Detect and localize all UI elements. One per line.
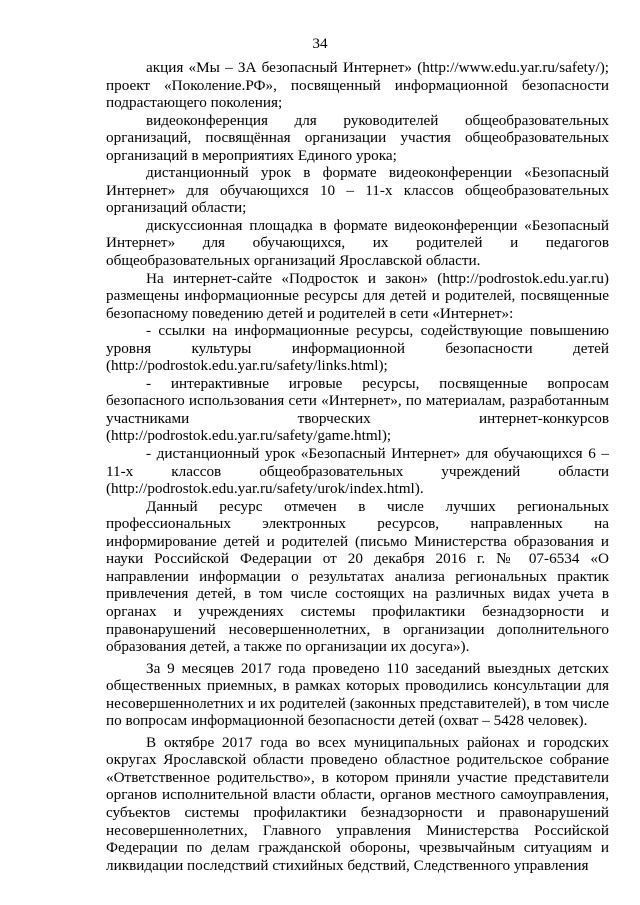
paragraph-resource-noted: Данный ресурс отмечен в числе лучших региональных профессиональных электронных ресурсов, направленных на информирование детей и родителей (письмо Министерства образования и науки Российской Федерации от 20 декабря 2016 г. № 07-6534 «О направлении информации о результатах анализа региональных практик привлечения детей, в том числе состоящих на различных видах учета в органах и учреждениях системы профилактики безнадзорности и правонарушений несовершеннолетних, в организации дополнительного образования детей, а также по организации их досуга»). <box>106 497 609 656</box>
paragraph-distance-lesson-grades-10-11: дистанционный урок в формате видеоконференции «Безопасный Интернет» для обучающихся 10 – 11-х классов общеобразовательных организаций области; <box>106 164 609 217</box>
list-item-games: - интерактивные игровые ресурсы, посвященные вопросам безопасного использования сети «Интернет», по материалам, разработанным участниками творческих интернет-конкурсов (http://podrostok.edu.yar.ru/safety/game.html); <box>106 374 609 445</box>
paragraph-discussion-platform: дискуссионная площадка в формате видеоконференции «Безопасный Интернет» для обучающихся, их родителей и педагогов общеобразовательных организаций Ярославской области. <box>106 216 609 270</box>
page-number: 34 <box>312 35 328 52</box>
paragraph-videoconference-managers: видеоконференция для руководителей общеобразовательных организаций, посвящённая организации участия общеобразовательных организаций в мероприятиях Единого урока; <box>106 111 609 164</box>
body-text <box>106 59 609 874</box>
list-item-links: - ссылки на информационные ресурсы, содействующие повышению уровня культуры информационной безопасности детей (http://podrostok.edu.yar.ru/safety/links.html); <box>106 322 609 375</box>
paragraph-parent-meeting: В октябре 2017 года во всех муниципальных районах и городских округах Ярославской области проведено областное родительское собрание «Ответственное родительство», в котором приняли участие представители органов исполнительной власти области, органов местного самоуправления, субъектов системы профилактики безнадзорности и правонарушений несовершеннолетних, Главного управления Министерства Российской Федерации по делам гражданской обороны, чрезвычайным ситуациям и ликвидации последствий стихийных бедствий, Следственного управления <box>106 733 609 874</box>
list-item-distance-lesson: - дистанционный урок «Безопасный Интернет» для обучающихся 6 – 11-х классов общеобразовательных учреждений области (http://podrostok.edu.yar.ru/safety/urok/index.html). <box>106 445 609 498</box>
paragraph-reception-meetings: За 9 месяцев 2017 года проведено 110 заседаний выездных детских общественных приемных, в рамках которых проводились консультации для несовершеннолетних и их родителей (законных представителей), в том числе по вопросам информационной безопасности детей (охват – 5428 человек). <box>106 659 609 730</box>
paragraph-action-we-for-safe-internet: акция «Мы – ЗА безопасный Интернет» (http://www.edu.yar.ru/safety/); проект «Поколение.РФ», посвященный информационной безопасности подрастающего поколения; <box>106 59 609 112</box>
paragraph-podrostok-site: На интернет-сайте «Подросток и закон» (http://podrostok.edu.yar.ru) размещены информационные ресурсы для детей и родителей, посвященные безопасному поведению детей и родителей в сети «Интернет»: <box>106 269 609 322</box>
